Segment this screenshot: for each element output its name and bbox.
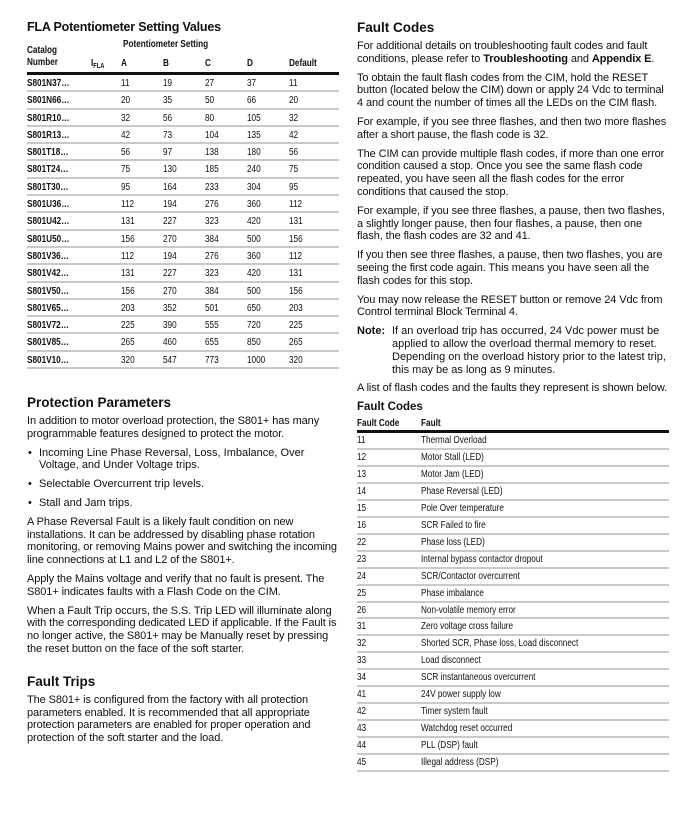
default-setting-cell: 75 xyxy=(289,164,299,176)
catalog-number-cell: S801V50… xyxy=(27,285,69,297)
fault-trips-paragraph: The S801+ is configured from the factory with all protection parameters enabled. It is recommended that all appropriate protection parameters are enabled for proper operation and protection of the soft starter and the load. xyxy=(27,693,311,745)
setting-c-cell: 276 xyxy=(205,250,219,262)
setting-a-cell: 320 xyxy=(121,354,135,366)
col-d-header: D xyxy=(247,58,253,69)
fault-code-cell: 15 xyxy=(357,502,367,514)
fault-trip-paragraph: When a Fault Trip occurs, the S.S. Trip LED will illuminate along with the corresponding dedicated LED if applicable. If the Fault is no longer active, the S801+ may be Manually reset by pressing the reset button on the face of the soft starter. xyxy=(27,604,337,655)
catalog-number-header: Catalog Number xyxy=(27,45,58,68)
table-row xyxy=(27,196,339,213)
setting-c-cell: 323 xyxy=(205,268,219,280)
potentiometer-setting-header: Potentiometer Setting xyxy=(123,39,209,50)
catalog-number-cell: S801U42… xyxy=(27,216,70,228)
fault-code-cell: 12 xyxy=(357,452,367,464)
fault-description-cell: Watchdog reset occurred xyxy=(421,723,513,735)
phase-reversal-paragraph: A Phase Reversal Fault is a likely fault condition on new installations. It can be addressed by disabling phase rotation monitoring, or removing Mains power and switching the incoming line connections at L1 and L2 of the S801+. xyxy=(27,515,337,567)
setting-d-cell: 420 xyxy=(247,268,261,280)
setting-a-cell: 32 xyxy=(121,112,131,124)
bullet-item: • Stall and Jam trips. xyxy=(27,497,339,510)
setting-b-cell: 19 xyxy=(163,78,173,89)
table-row xyxy=(357,755,669,772)
protection-intro: In addition to motor overload protection, the S801+ has many programmable features designed to protect the motor. xyxy=(27,415,320,440)
setting-c-cell: 104 xyxy=(205,129,219,141)
list-intro-paragraph: A list of flash codes and the faults they represent is shown below. xyxy=(357,382,668,395)
table-row xyxy=(357,653,669,670)
catalog-number-cell: S801U50… xyxy=(27,233,70,245)
setting-d-cell: 135 xyxy=(247,129,261,141)
setting-d-cell: 500 xyxy=(247,233,261,245)
setting-c-cell: 185 xyxy=(205,164,219,176)
example-paragraph-2: For example, if you see three flashes, a pause, then two flashes, a slightly longer pause, then four flashes, a pause, then one flash, the flash codes are 32 and 41. xyxy=(357,204,665,243)
table-row xyxy=(357,450,669,467)
setting-a-cell: 156 xyxy=(121,285,135,297)
fault-description-cell: PLL (DSP) fault xyxy=(421,740,478,751)
setting-c-cell: 80 xyxy=(205,112,215,124)
troubleshooting-reference: Troubleshooting xyxy=(483,52,568,65)
setting-b-cell: 460 xyxy=(163,337,177,349)
fault-code-cell: 23 xyxy=(357,553,367,565)
note-block xyxy=(357,325,669,376)
table-row xyxy=(27,265,339,282)
col-a-header: A xyxy=(121,58,127,69)
setting-a-cell: 203 xyxy=(121,302,135,314)
setting-c-cell: 323 xyxy=(205,216,219,228)
col-b-header: B xyxy=(163,58,169,69)
setting-a-cell: 265 xyxy=(121,337,135,349)
catalog-number-cell: S801T24… xyxy=(27,164,69,176)
setting-c-cell: 233 xyxy=(205,181,219,193)
table-row xyxy=(27,110,339,127)
default-setting-cell: 56 xyxy=(289,147,299,159)
default-setting-cell: 42 xyxy=(289,129,299,141)
table-row xyxy=(357,603,669,620)
setting-a-cell: 20 xyxy=(121,95,131,107)
catalog-number-cell: S801T18… xyxy=(27,147,69,159)
fault-code-cell: 22 xyxy=(357,536,367,548)
fla-table-title: FLA Potentiometer Setting Values xyxy=(27,20,221,34)
table-row xyxy=(27,92,339,109)
mains-voltage-paragraph: Apply the Mains voltage and verify that no fault is present. The S801+ indicates faults with a Flash Code on the CIM. xyxy=(27,573,325,598)
fault-description-cell: SCR Failed to fire xyxy=(421,519,486,531)
default-setting-cell: 156 xyxy=(289,233,303,245)
table-row xyxy=(27,334,339,351)
table-row xyxy=(357,704,669,721)
fault-code-cell: 31 xyxy=(357,621,367,633)
fault-description-cell: Timer system fault xyxy=(421,706,488,718)
fault-codes-heading: Fault Codes xyxy=(357,20,435,35)
setting-c-cell: 655 xyxy=(205,337,219,349)
default-setting-cell: 131 xyxy=(289,268,303,280)
fla-table-header xyxy=(27,38,339,72)
setting-c-cell: 27 xyxy=(205,78,215,89)
setting-b-cell: 73 xyxy=(163,129,173,141)
table-row xyxy=(357,433,669,450)
setting-a-cell: 42 xyxy=(121,129,131,141)
setting-b-cell: 390 xyxy=(163,320,177,332)
fault-code-cell: 14 xyxy=(357,485,367,497)
appendix-e-reference: Appendix E xyxy=(591,52,652,65)
fault-description-cell: SCR instantaneous overcurrent xyxy=(421,672,536,684)
table-row xyxy=(357,552,669,569)
setting-b-cell: 194 xyxy=(163,250,177,262)
fault-description-cell: Zero voltage cross failure xyxy=(421,621,514,633)
fault-description-cell: Thermal Overload xyxy=(421,435,487,447)
table-row xyxy=(357,721,669,738)
default-setting-cell: 203 xyxy=(289,302,303,314)
fault-code-cell: 43 xyxy=(357,723,367,735)
table-row xyxy=(357,569,669,586)
default-setting-cell: 32 xyxy=(289,112,299,124)
setting-c-cell: 555 xyxy=(205,320,219,332)
setting-a-cell: 225 xyxy=(121,320,135,332)
setting-b-cell: 194 xyxy=(163,199,177,211)
fault-code-cell: 24 xyxy=(357,570,367,582)
fault-code-cell: 26 xyxy=(357,604,367,616)
setting-b-cell: 164 xyxy=(163,181,177,193)
default-setting-cell: 156 xyxy=(289,285,303,297)
release-reset-paragraph: You may now release the RESET button or remove 24 Vdc from Control terminal Block Terminal 4. xyxy=(357,293,663,319)
fault-description-cell: Motor Jam (LED) xyxy=(421,469,484,480)
setting-b-cell: 97 xyxy=(163,147,173,159)
bullet-item: • Incoming Line Phase Reversal, Loss, Imbalance, Over Voltage, and Under Voltage trips. xyxy=(27,447,339,473)
setting-d-cell: 650 xyxy=(247,302,261,314)
setting-d-cell: 360 xyxy=(247,199,261,211)
ifla-header: $I_{FLA}$ xyxy=(91,58,105,70)
setting-b-cell: 35 xyxy=(163,95,173,107)
table-row xyxy=(27,161,339,178)
fault-trips-heading: Fault Trips xyxy=(27,673,96,689)
setting-d-cell: 850 xyxy=(247,337,261,349)
table-row xyxy=(357,636,669,653)
table-row xyxy=(27,179,339,196)
catalog-number-cell: S801R13… xyxy=(27,129,70,141)
setting-d-cell: 1000 xyxy=(247,354,266,366)
catalog-number-cell: S801U36… xyxy=(27,199,70,211)
setting-d-cell: 180 xyxy=(247,147,261,159)
setting-c-cell: 50 xyxy=(205,95,215,107)
setting-a-cell: 112 xyxy=(121,250,135,262)
fault-description-cell: Phase loss (LED) xyxy=(421,536,485,548)
table-row xyxy=(357,619,669,636)
catalog-number-cell: S801V36… xyxy=(27,250,69,262)
fault-code-cell: 42 xyxy=(357,706,367,718)
setting-c-cell: 501 xyxy=(205,302,219,314)
protection-parameters-heading: Protection Parameters xyxy=(27,395,172,411)
table-row xyxy=(27,352,339,369)
right-column xyxy=(357,20,669,772)
setting-b-cell: 270 xyxy=(163,233,177,245)
multiple-codes-paragraph: The CIM can provide multiple flash codes, if more than one error condition caused a stop. Once you see the same flash code repeated, you have seen all the flash codes for the error conditions that caused the stop. xyxy=(357,147,665,198)
table-row xyxy=(357,586,669,603)
setting-d-cell: 105 xyxy=(247,112,261,124)
setting-d-cell: 37 xyxy=(247,78,257,89)
setting-d-cell: 66 xyxy=(247,95,257,107)
table-row xyxy=(357,484,669,501)
fla-table-body xyxy=(27,75,339,369)
catalog-number-cell: S801R10… xyxy=(27,112,70,124)
table-row xyxy=(27,144,339,161)
setting-b-cell: 227 xyxy=(163,216,177,228)
setting-a-cell: 75 xyxy=(121,164,131,176)
fault-code-cell: 33 xyxy=(357,655,367,667)
catalog-number-cell: S801V10… xyxy=(27,354,69,366)
left-column xyxy=(27,20,339,751)
setting-d-cell: 500 xyxy=(247,285,261,297)
default-setting-cell: 112 xyxy=(289,250,303,262)
default-setting-cell: 131 xyxy=(289,216,303,228)
catalog-number-cell: S801T30… xyxy=(27,181,69,193)
catalog-number-cell: S801V85… xyxy=(27,337,69,349)
setting-b-cell: 352 xyxy=(163,302,177,314)
table-row xyxy=(357,670,669,687)
fault-description-cell: Phase imbalance xyxy=(421,587,484,599)
setting-b-cell: 56 xyxy=(163,112,173,124)
table-row xyxy=(357,467,669,484)
setting-a-cell: 131 xyxy=(121,268,135,280)
note-label: Note: xyxy=(357,325,386,338)
table-row xyxy=(27,317,339,334)
table-row xyxy=(27,231,339,248)
fault-description-cell: Load disconnect xyxy=(421,655,481,667)
table-row xyxy=(357,501,669,518)
setting-d-cell: 360 xyxy=(247,250,261,262)
setting-a-cell: 131 xyxy=(121,216,135,228)
default-setting-cell: 225 xyxy=(289,320,303,332)
setting-a-cell: 95 xyxy=(121,181,131,193)
table-row xyxy=(357,687,669,704)
fault-description-cell: Phase Reversal (LED) xyxy=(421,485,503,497)
fault-codes-intro: For additional details on troubleshooting fault codes and fault conditions, please refer to Troubleshooting and Appendix E. xyxy=(357,40,655,65)
setting-c-cell: 138 xyxy=(205,147,219,159)
setting-c-cell: 276 xyxy=(205,199,219,211)
table-row xyxy=(27,300,339,317)
bullet-item: • Selectable Overcurrent trip levels. xyxy=(27,478,339,491)
fault-code-cell: 34 xyxy=(357,672,367,684)
setting-a-cell: 11 xyxy=(121,78,130,89)
fault-codes-table-header: Fault Code Fault xyxy=(357,418,441,430)
setting-b-cell: 227 xyxy=(163,268,177,280)
fault-codes-table-title: Fault Codes xyxy=(357,401,423,414)
fault-code-cell: 16 xyxy=(357,519,367,531)
fault-code-cell: 41 xyxy=(357,689,367,701)
setting-d-cell: 304 xyxy=(247,181,261,193)
default-setting-cell: 265 xyxy=(289,337,303,349)
catalog-number-cell: S801V42… xyxy=(27,268,69,280)
repeat-code-paragraph: If you then see three flashes, a pause, then two flashes, you are seeing the first code again. This means you have seen all the flash codes for this stop. xyxy=(357,249,663,287)
setting-a-cell: 156 xyxy=(121,233,135,245)
setting-a-cell: 56 xyxy=(121,147,131,159)
fault-code-cell: 44 xyxy=(357,740,367,751)
obtain-codes-paragraph: To obtain the fault flash codes from the CIM, hold the RESET button (located below the CIM) down or apply 24 Vdc to terminal 4 and count the number of times all the LEDs on the CIM flash. xyxy=(357,71,664,110)
setting-c-cell: 773 xyxy=(205,354,219,366)
fault-description-cell: Internal bypass contactor dropout xyxy=(421,553,543,565)
setting-b-cell: 547 xyxy=(163,354,177,366)
default-setting-cell: 20 xyxy=(289,95,299,107)
table-row xyxy=(27,213,339,230)
fault-description-cell: Pole Over temperature xyxy=(421,502,504,514)
default-setting-cell: 320 xyxy=(289,354,303,366)
setting-d-cell: 720 xyxy=(247,320,261,332)
setting-c-cell: 384 xyxy=(205,233,219,245)
protection-bullet-list xyxy=(27,447,339,510)
fault-description-cell: Illegal address (DSP) xyxy=(421,756,499,768)
fault-code-cell: 13 xyxy=(357,469,367,480)
fault-description-cell: 24V power supply low xyxy=(421,689,501,701)
table-row xyxy=(27,75,339,92)
fault-description-cell: Motor Stall (LED) xyxy=(421,452,484,464)
catalog-number-cell: S801V65… xyxy=(27,302,69,314)
catalog-number-cell: S801V72… xyxy=(27,320,69,332)
table-row xyxy=(357,738,669,755)
table-row xyxy=(357,518,669,535)
catalog-number-cell: S801N37… xyxy=(27,78,70,89)
setting-b-cell: 270 xyxy=(163,285,177,297)
setting-c-cell: 384 xyxy=(205,285,219,297)
setting-d-cell: 240 xyxy=(247,164,261,176)
fault-code-cell: 11 xyxy=(357,435,366,447)
col-c-header: C xyxy=(205,58,211,69)
default-setting-cell: 112 xyxy=(289,199,303,211)
fault-code-cell: 25 xyxy=(357,587,367,599)
default-setting-cell: 95 xyxy=(289,181,299,193)
catalog-number-cell: S801N66… xyxy=(27,95,70,107)
fault-description-cell: Shorted SCR, Phase loss, Load disconnect xyxy=(421,638,579,650)
setting-b-cell: 130 xyxy=(163,164,177,176)
fault-code-cell: 32 xyxy=(357,638,367,650)
setting-d-cell: 420 xyxy=(247,216,261,228)
example-paragraph-1: For example, if you see three flashes, and then two more flashes after a short pause, the flash code is 32. xyxy=(357,115,667,141)
note-text: If an overload trip has occurred, 24 Vdc power must be applied to allow the overload thermal memory to reset. Depending on the overload history prior to the latest trip, this may be as long as 9 minutes. xyxy=(392,325,666,376)
default-setting-cell: 11 xyxy=(289,78,298,89)
fault-description-cell: SCR/Contactor overcurrent xyxy=(421,570,520,582)
table-row xyxy=(27,283,339,300)
table-row xyxy=(27,127,339,144)
col-default-header: Default xyxy=(289,58,317,69)
fault-description-cell: Non-volatile memory error xyxy=(421,604,516,616)
fault-codes-table-body xyxy=(357,433,669,772)
table-row xyxy=(27,248,339,265)
fault-code-cell: 45 xyxy=(357,756,367,768)
setting-a-cell: 112 xyxy=(121,199,135,211)
table-row xyxy=(357,535,669,552)
